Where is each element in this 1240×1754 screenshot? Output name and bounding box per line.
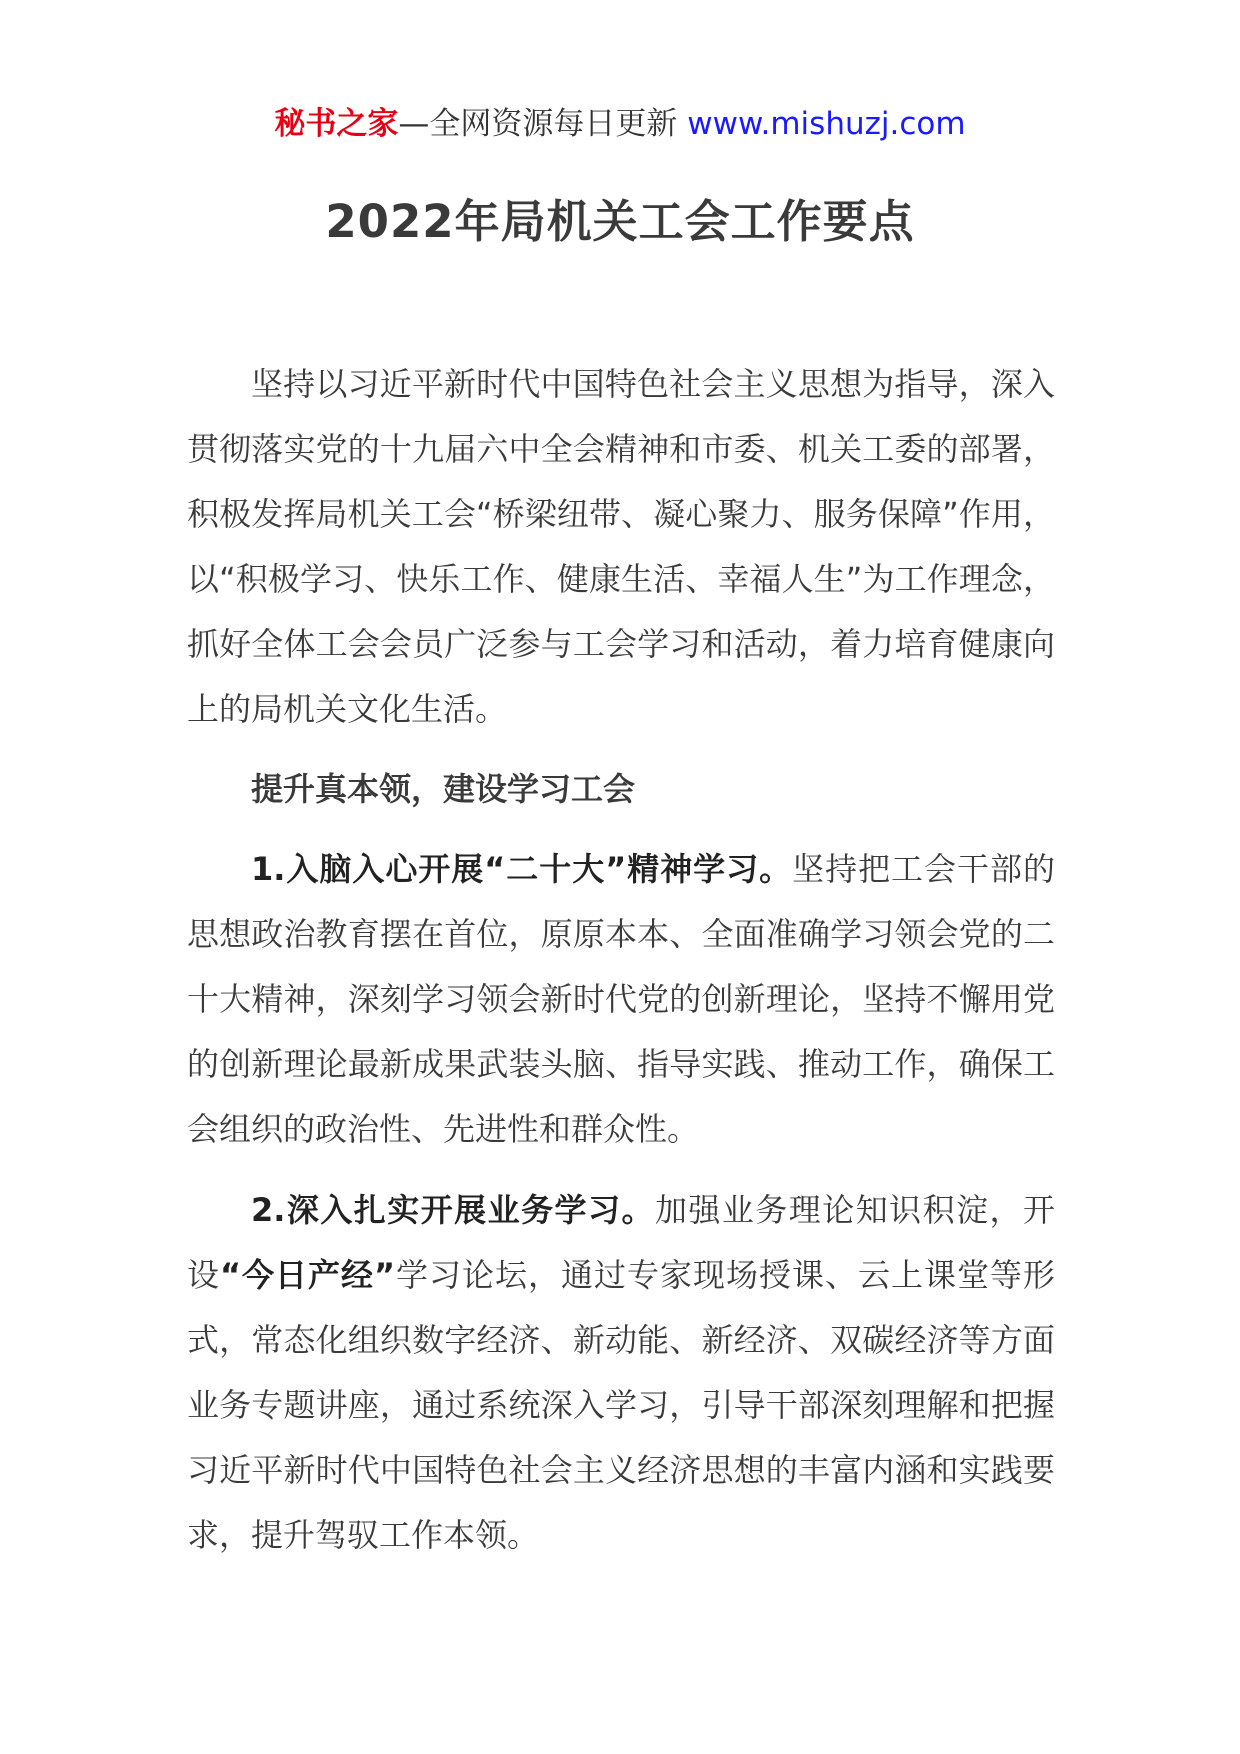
item-2-body-a: 加强业务理论知识积淀，开设 <box>187 1191 1055 1294</box>
section-heading <box>187 757 1055 822</box>
site-url-link[interactable]: www.mishuzj.com <box>687 106 966 142</box>
item-2-text <box>187 1178 1055 1568</box>
item-1-text <box>187 837 1055 1162</box>
item-1-lead: 1.入脑入心开展“二十大”精神学习。 <box>251 850 793 888</box>
intro-text: 坚持以习近平新时代中国特色社会主义思想为指导，深入贯彻落实党的十九届六中全会精神和市委、机关工委的部署，积极发挥局机关工会“桥梁纽带、凝心聚力、服务保障”作用，以“积极学习、快乐工作、健康生活、幸福人生”为工作理念，抓好全体工会会员广泛参与工会学习和活动，着力培育健康向上的局机关文化生活。 <box>187 365 1055 728</box>
intro-paragraph <box>187 352 1055 742</box>
item-1-body: 坚持把工会干部的思想政治教育摆在首位，原原本本、全面准确学习领会党的二十大精神，深刻学习领会新时代党的创新理论，坚持不懈用党的创新理论最新成果武装头脑、指导实践、推动工作，确保工会组织的政治性、先进性和群众性。 <box>187 850 1055 1148</box>
section-heading-text: 提升真本领，建设学习工会 <box>251 770 636 808</box>
site-tagline: —全网资源每日更新 <box>398 106 678 142</box>
item-2-paragraph <box>187 1178 1055 1568</box>
item-2-body-b: 学习论坛，通过专家现场授课、云上课堂等形式，常态化组织数字经济、新动能、新经济、双碳经济等方面业务专题讲座，通过系统深入学习，引导干部深刻理解和把握习近平新时代中国特色社会主义经济思想的丰富内涵和实践要求，提升驾驭工作本领。 <box>187 1256 1055 1554</box>
item-2-lead: 2.深入扎实开展业务学习。 <box>251 1191 655 1229</box>
item-1-paragraph <box>187 837 1055 1162</box>
site-header <box>0 100 1240 148</box>
site-brand: 秘书之家 <box>274 106 399 142</box>
document-title: 2022年局机关工会工作要点 <box>325 195 915 248</box>
item-2-forum-name: “今日产经” <box>220 1256 396 1294</box>
